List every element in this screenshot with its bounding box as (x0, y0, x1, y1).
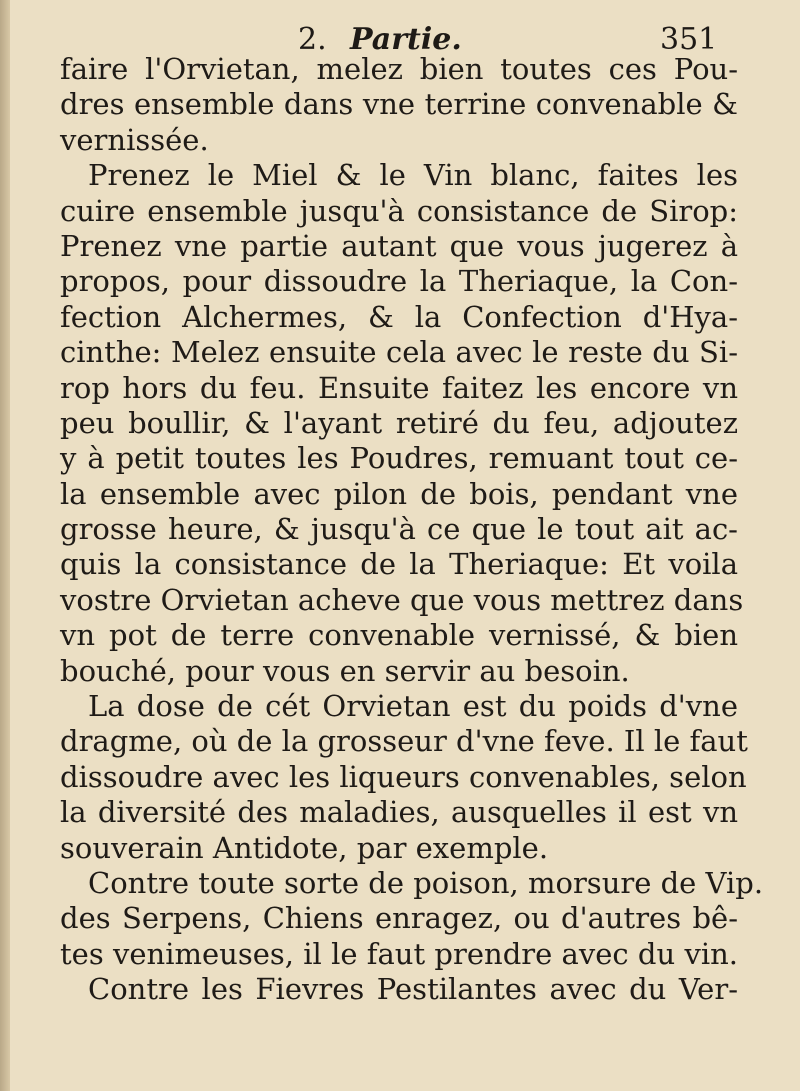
text-line: vostre Orvietan acheve que vous mettrez dans (60, 582, 744, 617)
text-line: faire l'Orvietan, melez bien toutes ces Pou- (60, 52, 738, 86)
text-line: fection Alchermes, & la Confection d'Hya- (60, 299, 738, 334)
text-line: rop hors du feu. Ensuite faitez les encore vn (60, 370, 738, 405)
text-line: la diversité des maladies, ausquelles il est vn (60, 795, 738, 830)
part-number: 2. (298, 22, 327, 57)
text-line: propos, pour dissoudre la Theriaque, la Con- (60, 264, 738, 299)
text-line: vernissée. (60, 122, 209, 157)
text-line: tes venimeuses, il le faut prendre avec du vin. (60, 936, 738, 971)
text-line: dres ensemble dans vne terrine convenable & (60, 87, 738, 122)
text-line: quis la consistance de la Theriaque: Et voila (60, 547, 738, 582)
paragraph-start-line: Contre les Fievres Pestilantes avec du Ver- (88, 972, 738, 1007)
text-line: souverain Antidote, par exemple. (60, 830, 549, 865)
page-number: 351 (660, 22, 718, 57)
text-line: des Serpens, Chiens enragez, ou d'autres bê- (60, 901, 738, 936)
text-line: cuire ensemble jusqu'à consistance de Sirop: (60, 193, 738, 228)
text-line: dragme, où de la grosseur d'vne feve. Il le faut (60, 724, 748, 759)
text-line: vn pot de terre convenable vernissé, & bien (60, 618, 738, 653)
text-line: la ensemble avec pilon de bois, pendant vne (60, 476, 738, 511)
paragraph-start-line: Contre toute sorte de poison, morsure de Vip. (88, 865, 764, 900)
paragraph-start-line: Prenez le Miel & le Vin blanc, faites les (88, 158, 738, 193)
paragraph-start-line: La dose de cét Orvietan est du poids d'vne (88, 689, 738, 724)
text-line: grosse heure, & jusqu'à ce que le tout ait ac- (60, 512, 738, 547)
page-binding-edge (0, 0, 10, 1091)
text-line: cinthe: Melez ensuite cela avec le reste du Si- (60, 335, 738, 370)
text-line: bouché, pour vous en servir au besoin. (60, 653, 630, 688)
text-line: Prenez vne partie autant que vous jugerez à (60, 228, 738, 263)
text-line: y à petit toutes les Poudres, remuant tout ce- (60, 441, 738, 476)
text-line: dissoudre avec les liqueurs convenables, selon (60, 759, 747, 794)
part-title: Partie. (350, 22, 462, 57)
text-line: peu boullir, & l'ayant retiré du feu, adjoutez (60, 405, 738, 440)
body-text (60, 52, 764, 1008)
